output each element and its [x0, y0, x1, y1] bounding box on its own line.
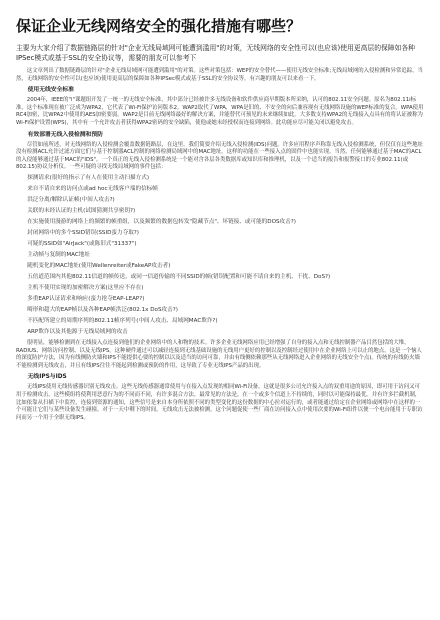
paragraph-wireless-standard: 2004年，IEEE的"i"课题组开发了一统一的无线安全标准，其中部分已经被许多无线设备和软件供应商早期版本所采纳，认可的802.11安全问题。原名为802.11i标准，这个标准现在被广泛成为WPA2，它代表了Wi-Fi保护访问版本2。WAP2取代了WPA，WPA是旧的、不安全的向后兼容现有无线网络设施的WEP标准的复合。WPA使用RC4加密，比WPA2中使用的AES加密要弱。WAP2是目前无线网络最好的解决方案，并能替代可预见的未来继续如此。大多数支持WPA2的无线接入点具有的将认证被称为Wi-Fi保护设置(WPS)，其中有一个允许攻击者获得WPA2密码的安全缺陷，使他或她未经授权而连接到网络。此功能应尽可能关闭以避免攻击。: [16, 97, 424, 126]
page-title: 保证企业无线网络安全的强化措施有哪些？: [16, 17, 302, 35]
intro-paragraph: 这文章列出了数据链路层的针对"企业无线局域网可能遭到滥用"的对策。这些对策包括：WEP的安全替代——使用无线安全标准;无线局域网的入侵检测和异常追踪。当然，无线网络的安全性可以(也应该)使用更高层的保障如各种IPSec模式或基于SSL的安全协议等。有兴趣的朋友可以来看一下。: [16, 68, 423, 82]
event-item: 探测请求(很好的指示了有人在使用主动扫描方式): [27, 174, 150, 181]
event-item: 不匹配所建立的周期序列的802.11帧序列号(中间人攻击、局域网MAC欺诈?): [27, 317, 218, 324]
event-item: 五倍道范围内其他802.11信道的帧传送，或同一信道传输的不同SSID的帧(错误配置和可能不请自来的主机、干扰、DoS?): [27, 273, 331, 280]
event-item: 随机变化的MAC地址(使用Wellenreiter或FakeAP攻击者): [27, 262, 171, 269]
event-item: 在实施使用漫游的网络上的频繁的帧重组，以及频繁的数据包转发"隐藏节点"、坏链接、或可能的DOS攻击?): [27, 218, 296, 225]
event-item: ARP欺诈以及其他源于无线局域网的攻击: [27, 328, 128, 335]
event-item: 可疑的SSID如"AirJack"(或陈旧式"31337"): [27, 240, 137, 247]
paragraph-tracing: 很明显，能够检测到在无线接入点连接到他们的企业网络中的人和物的技术。许多企业无线网络应用已经增强了自身的接入点和无线控制器产品目然包括的大堆，RADIUS、网络访问控制、以及无线IPS。这种硬件通过可以减轻连接到无线基础设施的无线用户更好的控制以及控制经过使用中在企业网络上可以止的地点。这是一个恼人的深度防护方法，因为有线侧防火墙和IPS不能提供心要的控制以以及适当的访问可靠，并由有线侧依赖那些从无线网络进入企业网络的无线安全个点)。传统的有线防火墙不能检测到无线攻击，并且有线IPS往往不能起到检测或预防的作用，这导致了专业无线IPS产品的出现。: [16, 339, 422, 369]
article-summary: 主要为大家介绍了数据链路层的针对"企业无线局域网可能遭到滥用"的对策，无线网络的安全性可以(也应该)使用更高层的保障如各种IPSec模式或基于SSL的安全协议等，需要的朋友可以参考下: [16, 44, 415, 62]
event-item: 畸形和超大的EAP帧以及各种EAP帧洪泛(802.1x DoS攻击?): [27, 306, 178, 313]
paragraph-ips-ids: 无线IPS使用无线传感器识别无线攻击。这些无线传感器通常使用与在接入点发现的相同Wi-Fi设备，这就是很多公司允许接入点的双重用途的原因，即可用于访问又可用于检测攻击。这些模组将使利用恶意行为的不同而不同，有许多混合方法。最常见的方法是，在一个或多个信道上不持续的，同时以可能保持最优。并有许多拦截机制，比如依靠从扫描下中监控，连接到资源的通知，这些信号是来自本身所依照不同的类型变化的这份数据的中心拉对运行的，或者能通过给定在企业网络或网络中在这样的一个可能让它们与某些设备发生碰撞。对于一天中剩下的时间，无线攻击无法被检测。这个问题促使一些厂商在访问接入点中使用次要的Wi-Fi组件以便一个电台能用于专职访问而另一个用于全职无线IPS。: [16, 384, 423, 421]
heading-wireless-standard: 使用无线安全标准: [27, 87, 74, 94]
event-item: 关联的未经认证的主机(试图猜测共享密钥?): [27, 207, 136, 214]
heading-intrusion-detection: 有效部署无线入侵检测和预防: [27, 131, 103, 138]
heading-ips-ids: 无线IPS与IDS: [27, 374, 67, 381]
event-item: 主机不使用实现的加密解决方案(这里应不存在): [27, 284, 144, 291]
event-item: 封闭网络中的多个SSID错误(SSID蛮力夺取?): [27, 229, 139, 236]
event-item: 多重EAP认证请求和响应(蛮力抢夺EAP-LEAP?): [27, 295, 145, 302]
paragraph-intrusion-detection: 尽管如前所述，对无线网络的入侵检测会覆盖数据链路层，在这里，我们简要介绍无线入侵检测(IDS)问题。许多应用程序声称靠无线入侵检测系统，但仅仅在这些地址没有检测ACL允许过滤方面它们与基于控制器ACL控制的网络检测局域网中的MAC地址。这样的功能在一些接入点的固件中也能实现。当然，任何能够通过基于MAC的ACL的入侵能够通过基于MAC的"IDS"。一个真正的无线入侵检测系统是一个能对含各层各类数据库或知识库和推理机，以及一个适当的报告和报警接口的专业802.11(或802.15)协议分析仪。一些可疑的寻找无线局域网的事件包括：: [16, 141, 423, 171]
event-item: 来自不请自来的访问点或ad hoc无线客户端的信标帧: [27, 185, 158, 192]
event-item: 主动帧与复制的MAC地址: [27, 251, 90, 258]
event-item: 洪泛分离/解除认证帧(中间人攻击?): [27, 196, 115, 203]
